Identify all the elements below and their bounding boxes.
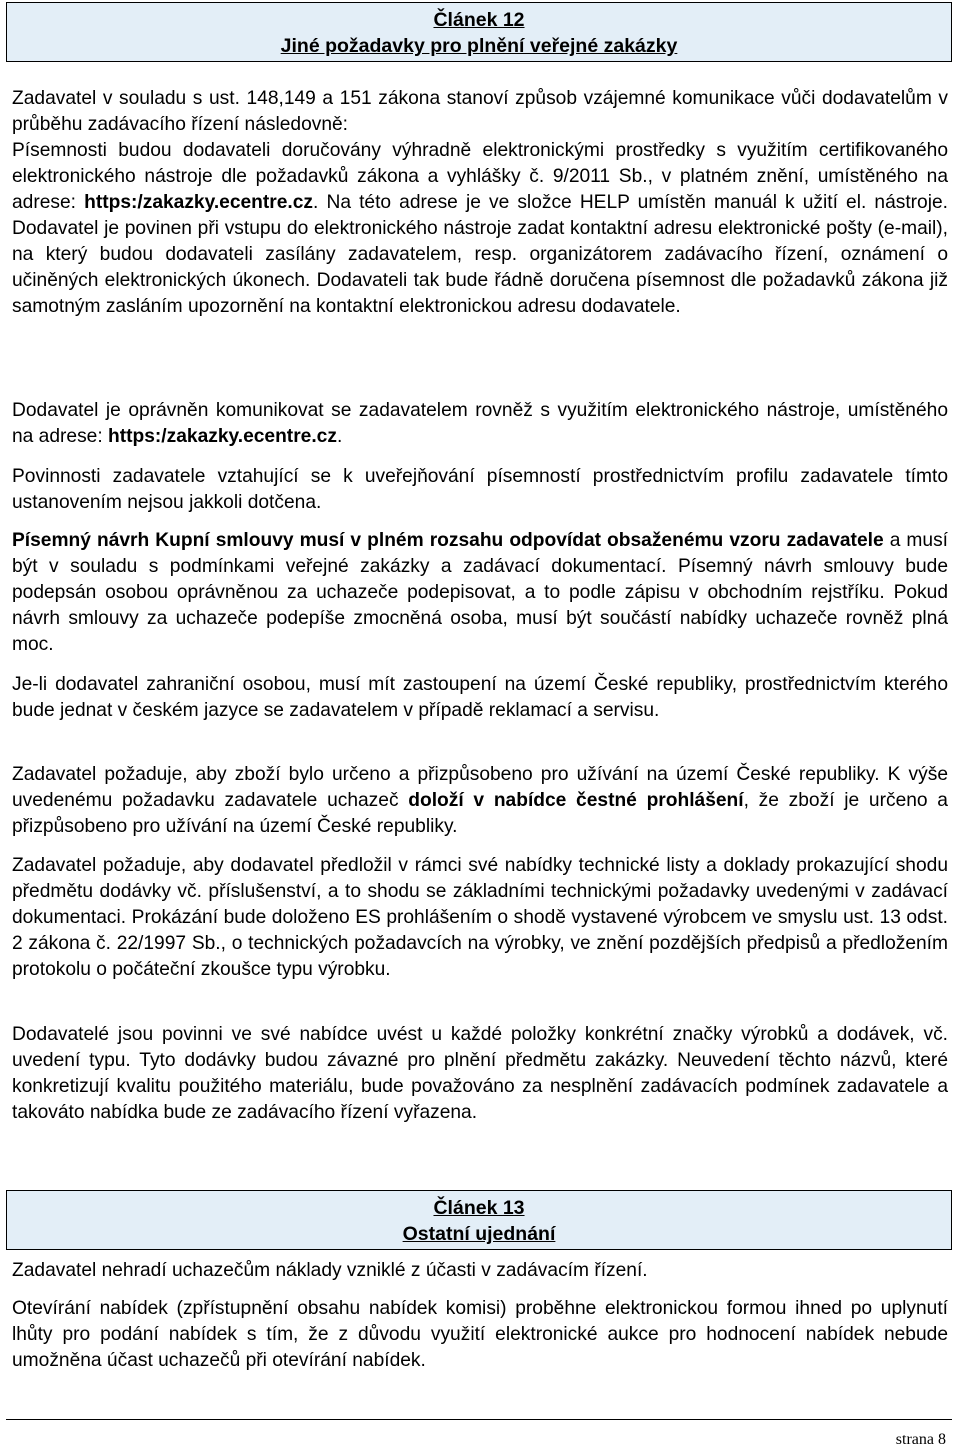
article-13-subtitle: Ostatní ujednání [402,1223,556,1245]
p4-bold: Písemný návrh Kupní smlouvy musí v plném rozsahu odpovídat obsaženému vzoru zadavatele [12,530,884,551]
paragraph-contract [12,528,948,658]
p5-text: Je-li dodavatel zahraniční osobou, musí mít zastoupení na území České republiky, prostřednictvím kterého bude jednat v českém jazyce se zadavatelem v případě reklamací a servisu. [12,674,948,721]
p10-text: Otevírání nabídek (zpřístupnění obsahu nabídek komisi) proběhne elektronickou formou ihned po uplynutí lhůty pro podání nabídek s tím, že z důvodu využití elektronické aukce pro hodnocení nabídek nebude umožněna účast uchazečů při otevírání nabídek. [12,1298,948,1371]
paragraph-technical-sheets [12,853,948,983]
p9-text: Zadavatel nehradí uchazečům náklady vzniklé z účasti v zadávacím řízení. [12,1260,648,1281]
p7-text: Zadavatel požaduje, aby dodavatel předložil v rámci své nabídky technické listy a doklady prokazující shodu předmětu dodávky vč. příslušenství, a to shodu se základními technickými požadavky uvedenými v zadávací dokumentaci. Prokázání bude doloženo ES prohlášením o shodě vystavené výrobcem ve smyslu ust. 13 odst. 2 zákona č. 22/1997 Sb., o technických požadavcích na výrobky, ve znění pozdějších předpisů a předložením protokolu o počáteční zkoušce typu výrobku. [12,855,948,980]
paragraph-brands [12,1022,948,1126]
paragraph-communication [12,86,948,320]
p1-email: Dodavatel je povinen při vstupu do elektronického nástroje zadat kontaktní adresu elektronické pošty (e-mail), na který budou dodavateli zasílány zadavatelem, resp. organizátorem zadávacího řízení, oznámení o učiněných elektronických úkonech. Dodavateli tak bude řádně doručena písemnost dle požadavků zákona již samotným zasláním upozornění na kontaktní elektronickou adresu dodavatele. [12,218,948,317]
page-number: strana 8 [895,1431,946,1448]
paragraph-supplier-communication [12,398,948,450]
paragraph-foreign-supplier [12,672,948,724]
p1-intro: Zadavatel v souladu s ust. 148,149 a 151 zákona stanoví způsob vzájemné komunikace vůči dodavatelům v průběhu zadávacího řízení následovně: [12,88,948,135]
article-13-heading [6,1190,952,1250]
p1-url: https:/zakazky.ecentre.cz [84,192,314,213]
paragraph-goods-usage [12,762,948,840]
article-12-heading [6,2,952,62]
paragraph-profile [12,464,948,516]
article-12-subtitle: Jiné požadavky pro plnění veřejné zakázky [280,35,678,57]
p1-help: . Na této adrese je ve složce HELP umístěn manuál k užití el. nástroje. [313,192,948,213]
p4-text: a musí být v souladu s podmínkami veřejné zakázky a zadávací dokumentací. Písemný návrh smlouvy bude podepsán osobou oprávněnou za uchazeče podepisovat, a to podle zápisu v obchodním rejstříku. Pokud návrh smlouvy za uchazeče podepíše zmocněná osoba, musí být součástí nabídky uchazeče rovněž plná moc. [12,530,949,655]
footer-divider [6,1419,952,1420]
p2-url: https:/zakazky.ecentre.cz [108,426,337,447]
p2-end: . [336,426,343,447]
p2-text: Dodavatel je oprávněn komunikovat se zadavatelem rovněž s využitím elektronického nástroje, umístěného na adrese: [12,400,948,447]
p3-text: Povinnosti zadavatele vztahující se k uveřejňování písemností prostřednictvím profilu zadavatele tímto ustanovením nejsou jakkoli dotčena. [12,466,948,513]
paragraph-opening-bids [12,1296,948,1374]
paragraph-costs [12,1258,948,1284]
article-12-title: Článek 12 [433,9,525,31]
p8-text: Dodavatelé jsou povinni ve své nabídce uvést u každé položky konkrétní značky výrobků a dodávek, vč. uvedení typu. Tyto dodávky budou závazné pro plnění předmětu zakázky. Neuvedení těchto názvů, které konkretizují kvalitu použitého materiálu, bude považováno za nesplnění zadávacích podmínek zadavatele a takováto nabídka bude ze zadávacího řízení vyřazena. [12,1024,948,1123]
p6-text-1: Zadavatel požaduje, aby zboží bylo určeno a přizpůsobeno pro užívání na území České republiky. K výše uvedenému požadavku zadavatele uchazeč [12,764,948,811]
p6-bold: doloží v nabídce čestné prohlášení [408,790,744,811]
p6-text-2: , že zboží je určeno a přizpůsobeno pro užívání na území České republiky. [12,790,948,837]
p1-delivery: Písemnosti budou dodavateli doručovány výhradně elektronickými prostředky s využitím certifikovaného elektronického nástroje dle požadavků zákona a vyhlášky č. 9/2011 Sb., v platném znění, umístěného na adrese: [12,140,948,213]
article-13-title: Článek 13 [433,1197,525,1219]
